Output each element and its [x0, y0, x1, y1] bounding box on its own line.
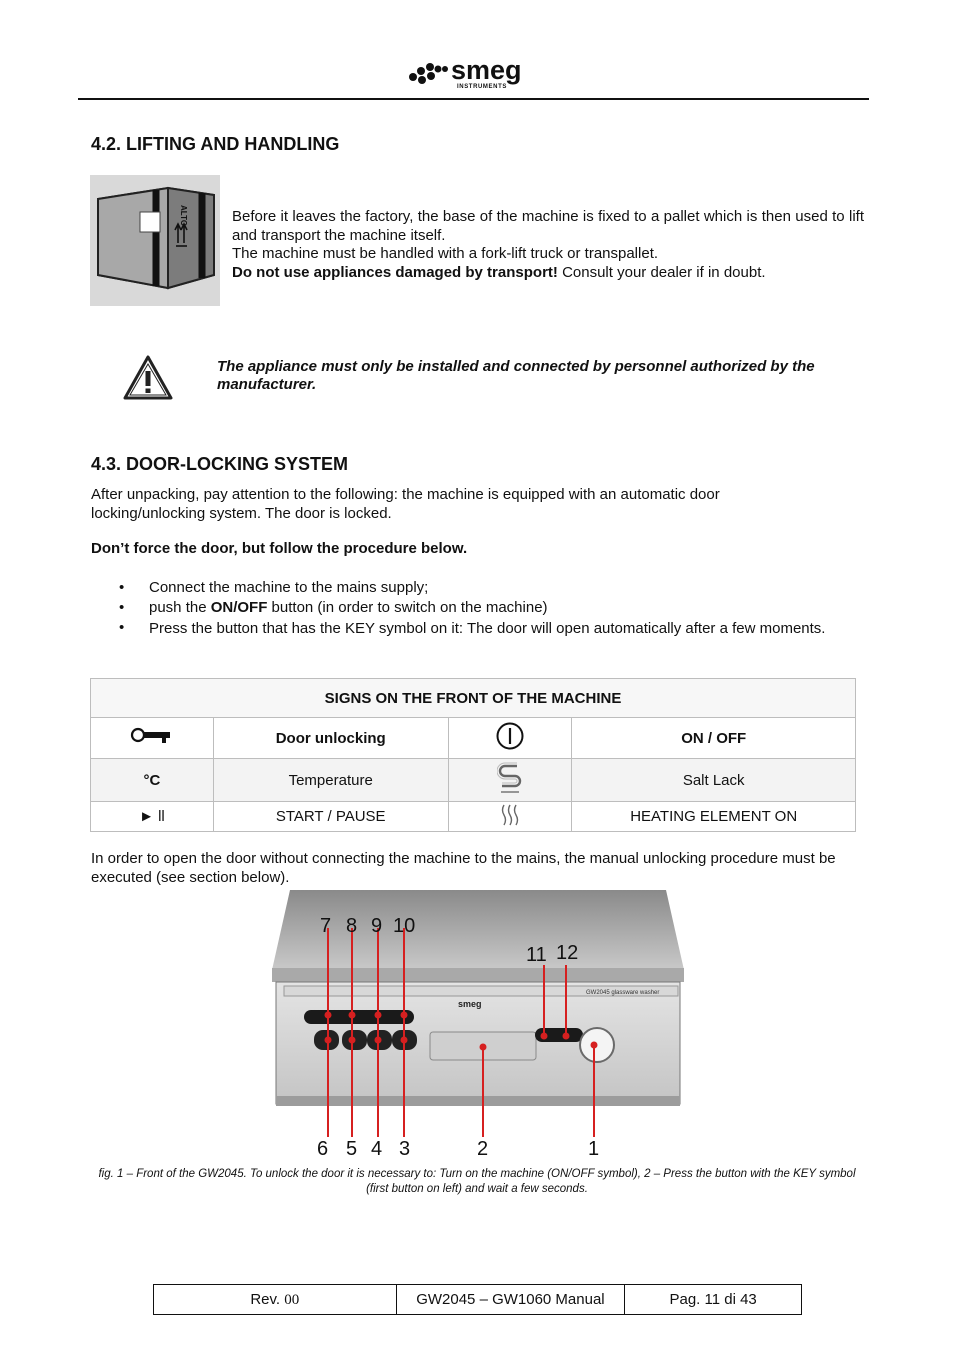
bullet-text: Connect the machine to the mains supply;: [149, 579, 429, 596]
bullet-text: push the: [149, 599, 211, 616]
lifting-line2: The machine must be handled with a fork-lift truck or transpallet.: [232, 245, 659, 262]
table-row: [91, 759, 856, 802]
lifting-line1: Before it leaves the factory, the base of the machine is fixed to a pallet which is then used to lift and transport the machine itself.: [232, 208, 864, 244]
panel-model-label: GW2045 glassware washer: [586, 990, 660, 996]
installation-warning: The appliance must only be installed and connected by personnel authorized by the manufacturer.: [217, 358, 815, 393]
table-row: [91, 802, 856, 832]
sign-label: START / PAUSE: [213, 802, 448, 832]
smeg-logo: [405, 53, 545, 93]
bullet-text: Press the button that has the KEY symbol on it: The door will open automatically after a few moments.: [149, 620, 826, 637]
footer-table: [153, 1284, 802, 1315]
bullet-text: button (in order to switch on the machine): [267, 599, 548, 616]
rev-label: Rev.: [250, 1290, 281, 1308]
callout-2: 2: [477, 1138, 489, 1160]
signs-table-title: SIGNS ON THE FRONT OF THE MACHINE: [91, 679, 856, 718]
figure-caption: fig. 1 – Front of the GW2045. To unlock the door it is necessary to: Turn on the machine (ON/OFF symbol), 2 – Press the button with the KEY symbol (first button on left) and wait a few seconds.: [98, 1168, 856, 1195]
smeg-logo-mark: [405, 53, 545, 93]
callout-10: 10: [393, 915, 416, 937]
callout-11: 11: [526, 944, 547, 966]
heating-icon: [448, 802, 572, 832]
callout-8: 8: [346, 915, 358, 937]
sign-label: ON / OFF: [572, 718, 856, 759]
footer-manual: GW2045 – GW1060 Manual: [396, 1285, 625, 1315]
signs-table: [90, 678, 856, 832]
key-icon: [91, 718, 214, 759]
start-pause-symbol: ► ll: [91, 802, 214, 832]
footer-revision: [154, 1285, 397, 1315]
list-item: [91, 598, 831, 617]
rev-value: 00: [284, 1291, 300, 1308]
callout-7: 7: [320, 915, 332, 937]
transport-warning: Do not use appliances damaged by transport!: [232, 263, 558, 281]
callout-6: 6: [317, 1138, 329, 1160]
on-off-bold: ON/OFF: [210, 599, 268, 616]
box-label: ALTO: [179, 205, 188, 227]
box-icon: [90, 175, 220, 306]
door-notice: Don’t force the door, but follow the procedure below.: [91, 540, 468, 557]
logo-subtext: INSTRUMENTS: [457, 84, 507, 90]
door-intro: After unpacking, pay attention to the following: the machine is equipped with an automatic door locking/unlocking system. The door is locked.: [91, 486, 720, 522]
list-item: [91, 618, 831, 638]
transport-warning-tail: Consult your dealer if in doubt.: [557, 263, 766, 281]
sign-label: Temperature: [213, 759, 448, 802]
temperature-symbol: °C: [91, 759, 214, 802]
salt-icon: [448, 759, 572, 802]
footer-page: Pag. 11 di 43: [625, 1285, 802, 1315]
callout-5: 5: [346, 1138, 358, 1160]
warning-triangle-icon: [122, 354, 174, 402]
box-illustration: [90, 175, 220, 306]
machine-front-figure: [270, 890, 686, 1160]
callout-4: 4: [371, 1138, 383, 1160]
logo-wordmark: smeg: [451, 55, 522, 85]
callout-3: 3: [399, 1138, 411, 1160]
section-title-door: 4.3. DOOR-LOCKING SYSTEM: [91, 454, 349, 474]
power-icon: [448, 718, 572, 759]
sign-label: HEATING ELEMENT ON: [572, 802, 856, 832]
callout-9: 9: [371, 915, 383, 937]
list-item: [91, 578, 831, 597]
callout-1: 1: [588, 1138, 600, 1160]
sign-label: Door unlocking: [213, 718, 448, 759]
manual-unlock-note: In order to open the door without connecting the machine to the mains, the manual unlocking procedure must be executed (see section below).: [91, 850, 836, 886]
procedure-list: [91, 578, 831, 639]
panel-brand: smeg: [458, 999, 482, 1009]
table-row: [91, 718, 856, 759]
header-rule: [78, 98, 869, 100]
sign-label: Salt Lack: [572, 759, 856, 802]
lifting-paragraph: [232, 208, 864, 282]
callout-12: 12: [556, 942, 579, 964]
section-title-lifting: 4.2. LIFTING AND HANDLING: [91, 134, 340, 154]
